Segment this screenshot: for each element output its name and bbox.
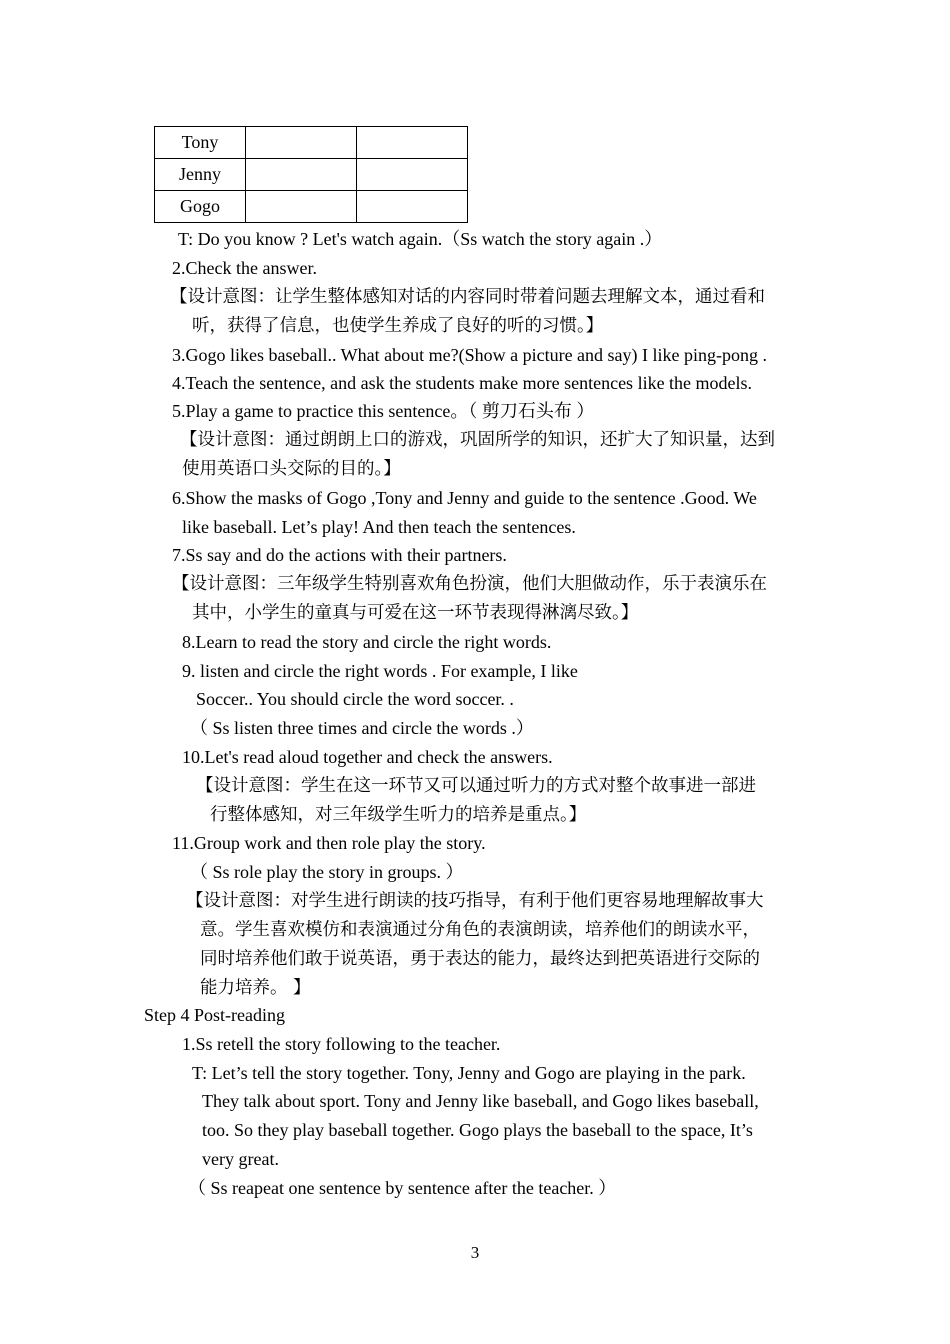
text-line: like baseball. Let’s play! And then teach the sentences. (182, 517, 576, 537)
text-line: They talk about sport. Tony and Jenny like baseball, and Gogo likes baseball, (202, 1091, 759, 1111)
text-line: 9. listen and circle the right words . For example, I like (182, 661, 578, 681)
table-cell (246, 127, 357, 159)
table-row (155, 127, 468, 159)
text-line: very great. (202, 1149, 279, 1169)
table-cell-name: Tony (155, 127, 246, 159)
table-cell (246, 159, 357, 191)
text-line: too. So they play baseball together. Gogo plays the baseball to the space, It’s (202, 1120, 753, 1140)
text-line: 7.Ss say and do the actions with their partners. (172, 545, 507, 565)
design-intent-note: 【设计意图：让学生整体感知对话的内容同时带着问题去理解文本，通过看和 (170, 287, 765, 307)
table-cell (246, 191, 357, 223)
table-cell (357, 159, 468, 191)
text-line: 5.Play a game to practice this sentence。（ 剪刀石头布 ） (172, 401, 595, 421)
design-intent-note: 意。学生喜欢模仿和表演通过分角色的表演朗读，培养他们的朗读水平， (200, 920, 760, 940)
text-line: （ Ss role play the story in groups. ） (190, 862, 464, 882)
design-intent-note: 【设计意图：学生在这一环节又可以通过听力的方式对整个故事进一部进 (196, 776, 756, 796)
text-line: 10.Let's read aloud together and check the answers. (182, 747, 553, 767)
section-heading: Step 4 Post-reading (144, 1005, 285, 1025)
text-line: Soccer.. You should circle the word soccer. . (196, 689, 514, 709)
text-line: 8.Learn to read the story and circle the right words. (182, 632, 552, 652)
text-line: （ Ss listen three times and circle the words .） (190, 718, 534, 738)
table-cell (357, 191, 468, 223)
text-line: 3.Gogo likes baseball.. What about me?(Show a picture and say) I like ping-pong . (172, 345, 768, 365)
design-intent-note: 听，获得了信息，也使学生养成了良好的听的习惯。】 (192, 316, 604, 336)
design-intent-note: 同时培养他们敢于说英语，勇于表达的能力，最终达到把英语进行交际的 (200, 949, 760, 969)
text-line: 11.Group work and then role play the story. (172, 833, 486, 853)
table-row (155, 191, 468, 223)
text-line: T: Let’s tell the story together. Tony, Jenny and Gogo are playing in the park. (192, 1063, 746, 1083)
table-cell-name: Gogo (155, 191, 246, 223)
design-intent-note: 【设计意图：三年级学生特别喜欢角色扮演，他们大胆做动作，乐于表演乐在 (172, 574, 767, 594)
design-intent-note: 能力培养。 】 (200, 978, 311, 998)
text-line: 4.Teach the sentence, and ask the students make more sentences like the models. (172, 373, 753, 393)
text-line: 1.Ss retell the story following to the teacher. (182, 1034, 501, 1054)
text-line: T: Do you know ? Let's watch again.（Ss watch the story again .） (178, 229, 663, 249)
design-intent-note: 【设计意图：通过朗朗上口的游戏，巩固所学的知识，还扩大了知识量，达到 (180, 430, 775, 450)
character-table (154, 126, 468, 223)
design-intent-note: 其中，小学生的童真与可爱在这一环节表现得淋漓尽致。】 (192, 603, 639, 623)
table-row (155, 159, 468, 191)
text-line: 6.Show the masks of Gogo ,Tony and Jenny and guide to the sentence .Good. We (172, 488, 757, 508)
table-cell-name: Jenny (155, 159, 246, 191)
text-line: （ Ss reapeat one sentence by sentence after the teacher. ） (188, 1178, 617, 1198)
design-intent-note: 行整体感知，对三年级学生听力的培养是重点。】 (210, 805, 587, 825)
text-line: 2.Check the answer. (172, 258, 317, 278)
design-intent-note: 【设计意图：对学生进行朗读的技巧指导，有利于他们更容易地理解故事大 (186, 891, 764, 911)
design-intent-note: 使用英语口头交际的目的。】 (182, 459, 401, 479)
page-number: 3 (470, 1243, 480, 1262)
table-cell (357, 127, 468, 159)
